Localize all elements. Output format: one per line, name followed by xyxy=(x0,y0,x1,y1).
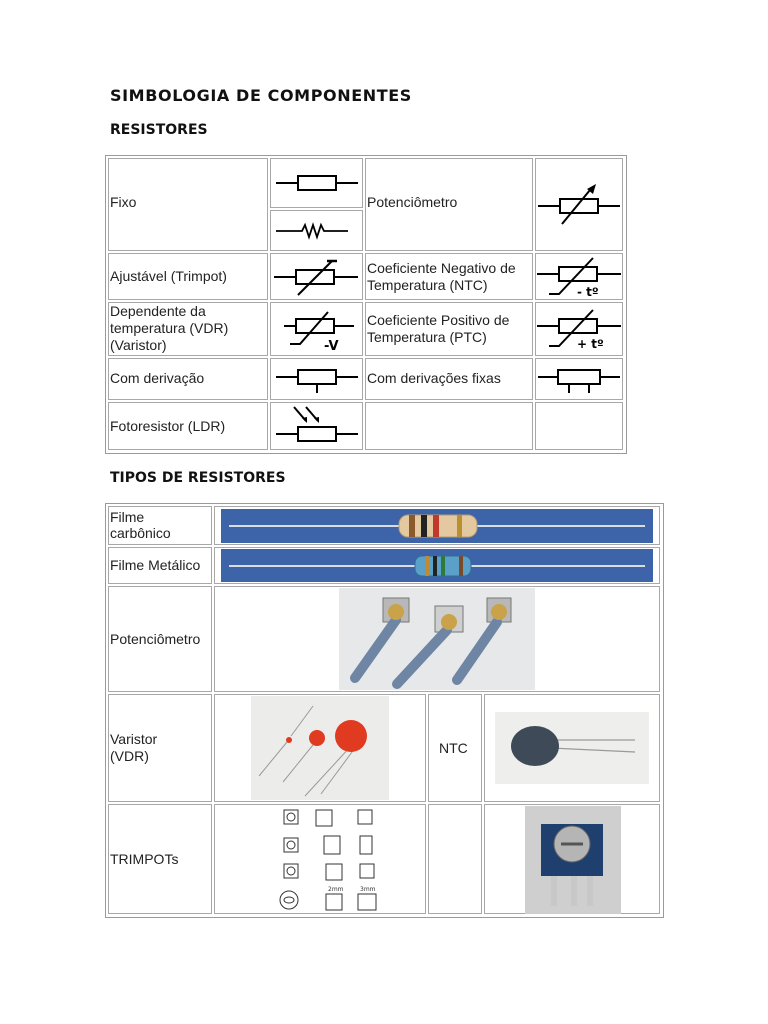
label-com-derivacao: Com derivação xyxy=(110,370,205,386)
label-trimpots: TRIMPOTs xyxy=(110,851,179,867)
label-vdr-line2: temperatura (VDR) xyxy=(110,320,229,336)
trimpot-symbol xyxy=(274,257,358,299)
trimpot-dim-2mm: 2mm xyxy=(328,886,344,893)
zigzag-resistor-symbol xyxy=(276,221,348,241)
label-vdr-line1: Dependente da xyxy=(110,303,206,319)
label-potenciometro: Potenciômetro xyxy=(367,194,458,210)
label-ptc-line2: Temperatura (PTC) xyxy=(367,329,487,345)
label-ntc-line1: Coeficiente Negativo de xyxy=(367,260,516,276)
label-ajustavel: Ajustável (Trimpot) xyxy=(110,268,227,284)
label-ptc-line1: Coeficiente Positivo de xyxy=(367,312,510,328)
label-ptc xyxy=(367,312,509,346)
ntc-symbol xyxy=(537,256,621,300)
vdr-symbol xyxy=(284,306,354,352)
potentiometer-symbol xyxy=(538,182,620,226)
carbon-film-resistor-photo xyxy=(221,509,653,548)
label-varistor xyxy=(110,731,157,765)
label-fotoresistor: Fotoresistor (LDR) xyxy=(110,418,226,434)
metal-film-resistor-photo xyxy=(221,549,653,587)
label-derivacoes-fixas: Com derivações fixas xyxy=(367,370,501,386)
label-varistor-line1: Varistor xyxy=(110,731,158,747)
symbols-cell xyxy=(535,402,623,450)
fixed-resistor-symbol xyxy=(276,170,358,196)
trimpot-photo xyxy=(525,806,621,919)
ldr-symbol xyxy=(276,403,358,447)
label-filme-carbonico-line2: carbônico xyxy=(110,525,171,541)
ptc-symbol-text: + tº xyxy=(577,337,604,351)
fixed-derivations-symbol xyxy=(538,365,620,393)
potentiometers-photo xyxy=(339,588,535,695)
ptc-symbol xyxy=(537,308,621,352)
symbols-cell xyxy=(365,402,533,450)
label-filme-carbonico xyxy=(110,509,171,541)
ntc-photo xyxy=(495,712,649,789)
derivation-resistor-symbol xyxy=(276,365,358,393)
types-cell xyxy=(428,804,482,914)
label-vdr xyxy=(110,303,228,354)
label-filme-metalico: Filme Metálico xyxy=(110,557,201,573)
label-ntc-type: NTC xyxy=(439,740,468,756)
label-fixo: Fixo xyxy=(110,194,137,210)
label-ntc xyxy=(367,260,516,294)
label-filme-carbonico-line1: Filme xyxy=(110,509,145,525)
label-potenciometro-type: Potenciômetro xyxy=(110,631,201,647)
vdr-symbol-text: -V xyxy=(324,339,339,352)
section-heading-resistores: RESISTORES xyxy=(110,122,208,138)
varistors-photo xyxy=(251,696,389,805)
trimpot-dim-3mm: 3mm xyxy=(360,886,376,893)
label-varistor-line2: (VDR) xyxy=(110,748,149,764)
section-heading-tipos: TIPOS DE RESISTORES xyxy=(110,470,286,486)
label-vdr-line3: (Varistor) xyxy=(110,337,167,353)
label-ntc-line2: Temperatura (NTC) xyxy=(367,277,488,293)
trimpot-diagrams xyxy=(272,806,384,919)
ntc-symbol-text: - tº xyxy=(577,285,599,299)
page-title: SIMBOLOGIA DE COMPONENTES xyxy=(110,86,412,105)
